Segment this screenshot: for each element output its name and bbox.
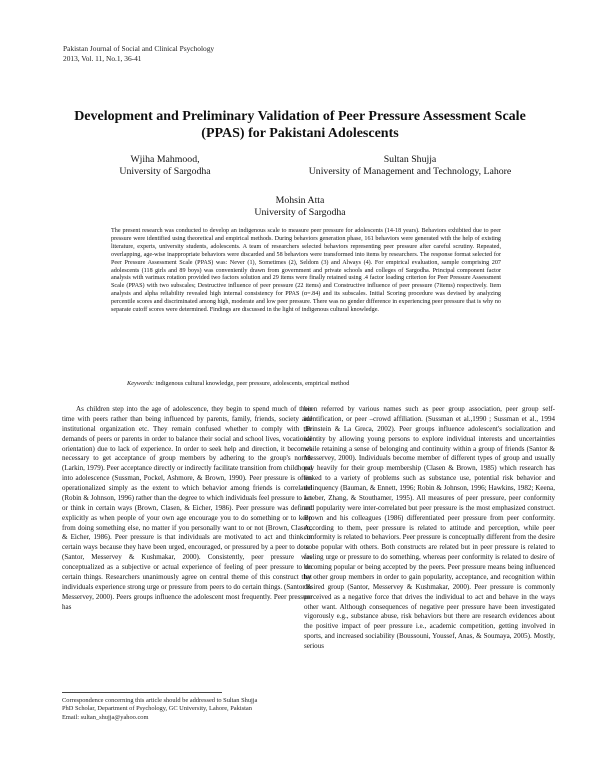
keywords-label: Keywords: [127,380,155,387]
body-column-left [62,405,312,612]
author-name: Mohsin Atta [275,195,325,206]
correspondence-footnote [62,697,302,722]
footnote-line: Correspondence concerning this article should be addressed to Sultan Shujja [62,697,258,704]
keywords-text: indigenous cultural knowledge, peer pressure, adolescents, empirical method [154,380,350,387]
author-affiliation: University of Management and Technology, Lahore [308,166,512,178]
footnote-email: Email: sultan_shujja@yahoo.com [62,713,149,721]
author-name: Wjiha Mahmood, [130,154,200,165]
author-2 [285,154,535,179]
journal-header [63,44,214,63]
journal-name: Pakistan Journal of Social and Clinical Psychology [63,44,215,53]
footnote-divider [62,692,222,693]
body-column-right [304,405,555,652]
keywords [127,380,507,388]
author-affiliation: University of Sargodha [254,207,346,219]
author-1 [85,154,245,179]
author-affiliation: University of Sargodha [119,166,211,178]
paper-title: Development and Preliminary Validation of Peer Pressure Assessment Scale (PPAS) for Pakistani Adolescents [74,109,526,141]
author-3 [220,195,380,220]
author-name: Sultan Shujja [383,154,437,165]
body-paragraph: been referred by various names such as peer group association, peer group self-identification, or peer –crowd affiliation. (Sussman et al.,1990 ; Sussman et al., 1994 ;Prinstein & La Greca, 2002). Peer groups influence adolescent's socialization and identity by allowing young persons to explore individual interests and uncertainties while retaining a sense of belonging and continuity within a group of friends (Santor & Messervey, 2000). Individuals become member of different types of group and usually pay heavily for their group membership (Clasen & Brown, 1985) which research has linked to a variety of problems such as substance use, potential risk behavior and delinquency (Bauman, & Ennett, 1996; Robin & Johnson, 1996; Hawkins, 1982; Keena, Loeber, Zhang, & Stouthamer, 1995). All measures of peer pressure, peer conformity and popularity were inter-correlated but peer pressure is the most emphasized construct. Brown and his colleagues (1986) differentiated peer pressure from peer conformity. According to them, peer pressure is related to attitude and perception, while peer conformity is related to behaviors. Peer pressure is conceptually different from the desire to be popular with others. Both constructs are related but in peer pressure is related to feeling urge or pressure to do something, whereas peer conformity is related to desire of becoming popular or being accepted by the peers. Peer pressure means being influenced by other group members in order to gain popularity, acceptance, and recognition within desired group (Santor, Messervey & Kushmakar, 2000). Peer pressure is commonly perceived as a negative force that drives the individual to act and behave in the ways other want. Although consequences of negative peer pressure have been investigated vigorously e.g., substance abuse, risk behaviors but there are research evidences about the positive impact of peer pressure i.e., academic competition, getting involved in sports, and increased sociability (Boussouni, Youssef, Anas, & Soumaya, 2005). Mostly, serious [304,405,555,650]
abstract: The present research was conducted to develop an indigenous scale to measure peer pressure for adolescents (14-18 years). Behaviors exhibited due to peer pressure were identified using theoretical and empirical methods. During behaviors generation phase, 161 behaviors were generated with the help of existing literature, experts, university students, adolescents. A team of researchers selected behaviors representing peer pressure after careful scrutiny. Repeated, overlapping, age-wise inappropriate behaviors were discarded and 58 behaviors were transformed into items by researchers. The response format selected for Peer Pressure Assessment Scale (PPAS) was: Never (1), Sometimes (2), Seldom (3) and Always (4). For empirical evaluation, sample comprising 207 adolescents (118 girls and 89 boys) was conveniently drawn from government and private schools and colleges of Sargodha. Principal component factor analysis with varimax rotation provided two factors solution and 29 items were finally retained using .4 factor loading criterion for Peer Pressure Assessment Scale (PPAS) with two subscales; Destructive influence of peer pressure (22 items) and Constructive influence of peer pressure (7items) respectively. Item analysis and alpha reliability revealed high internal consistency for PPAS (α=.84) and its subscales. Initial Scoring procedure was devised by analyzing percentile scores and discriminated among high, moderate and low peer pressure. There was no gender difference in experiencing peer pressure that is why no separate cutoff scores were determined. Findings are discussed in the light of indigenous cultural knowledge. [111,228,501,314]
journal-issue: 2013, Vol. 11, No.1, 36-41 [63,53,142,63]
footnote-line: PhD Scholar, Department of Psychology, GC University, Lahore, Pakistan [62,705,252,713]
body-paragraph: As children step into the age of adolescence, they begin to spend much of their time with peers rather than being influenced by parents, family, friends, society and institutional organization etc. They remain confused whether to comply with the demands of peers or parents in order to balance their social and school lives, vocational orientation) due to lack of experience. In order to seek help and direction, it becomes necessary to get acceptance of group members by adhering to the group's norms (Larkin, 1979). Peer acceptance directly or indirectly facilitate transition from childhood into adolescence (Sussman, Pockel, Ashmore, & Brown, 1990). Peer pressure is often operationalized simply as the extent to which behavior among friends is correlated (Robin & Johnson, 1996) rather than the degree to which individuals feel pressure to act or think in certain ways (Brown, Clasen, & Eicher, 1986). Peer pressure was defined explicitly as when people of your own age encourage you to do something or to keep from doing something else, no matter if you personally want to or not (Brown, Clasen, & Eicher, 1986). Peer pressure is that individuals are motivated to act and think in certain ways because they have been urged, encouraged, or pressured by a peer to do so (Santor, Messervey & Kushmakar, 2000). Consistently, peer pressure was conceptualized as a subjective or actual experience of feeling of peer pressure to do certain things. Researchers unanimously agree on central theme of this construct that individuals experience strong urge or pressure from peers to do certain things. (Santor & Messervey, 2000). Peers groups influence the adolescent most frequently. Peer pressure has [62,405,312,611]
